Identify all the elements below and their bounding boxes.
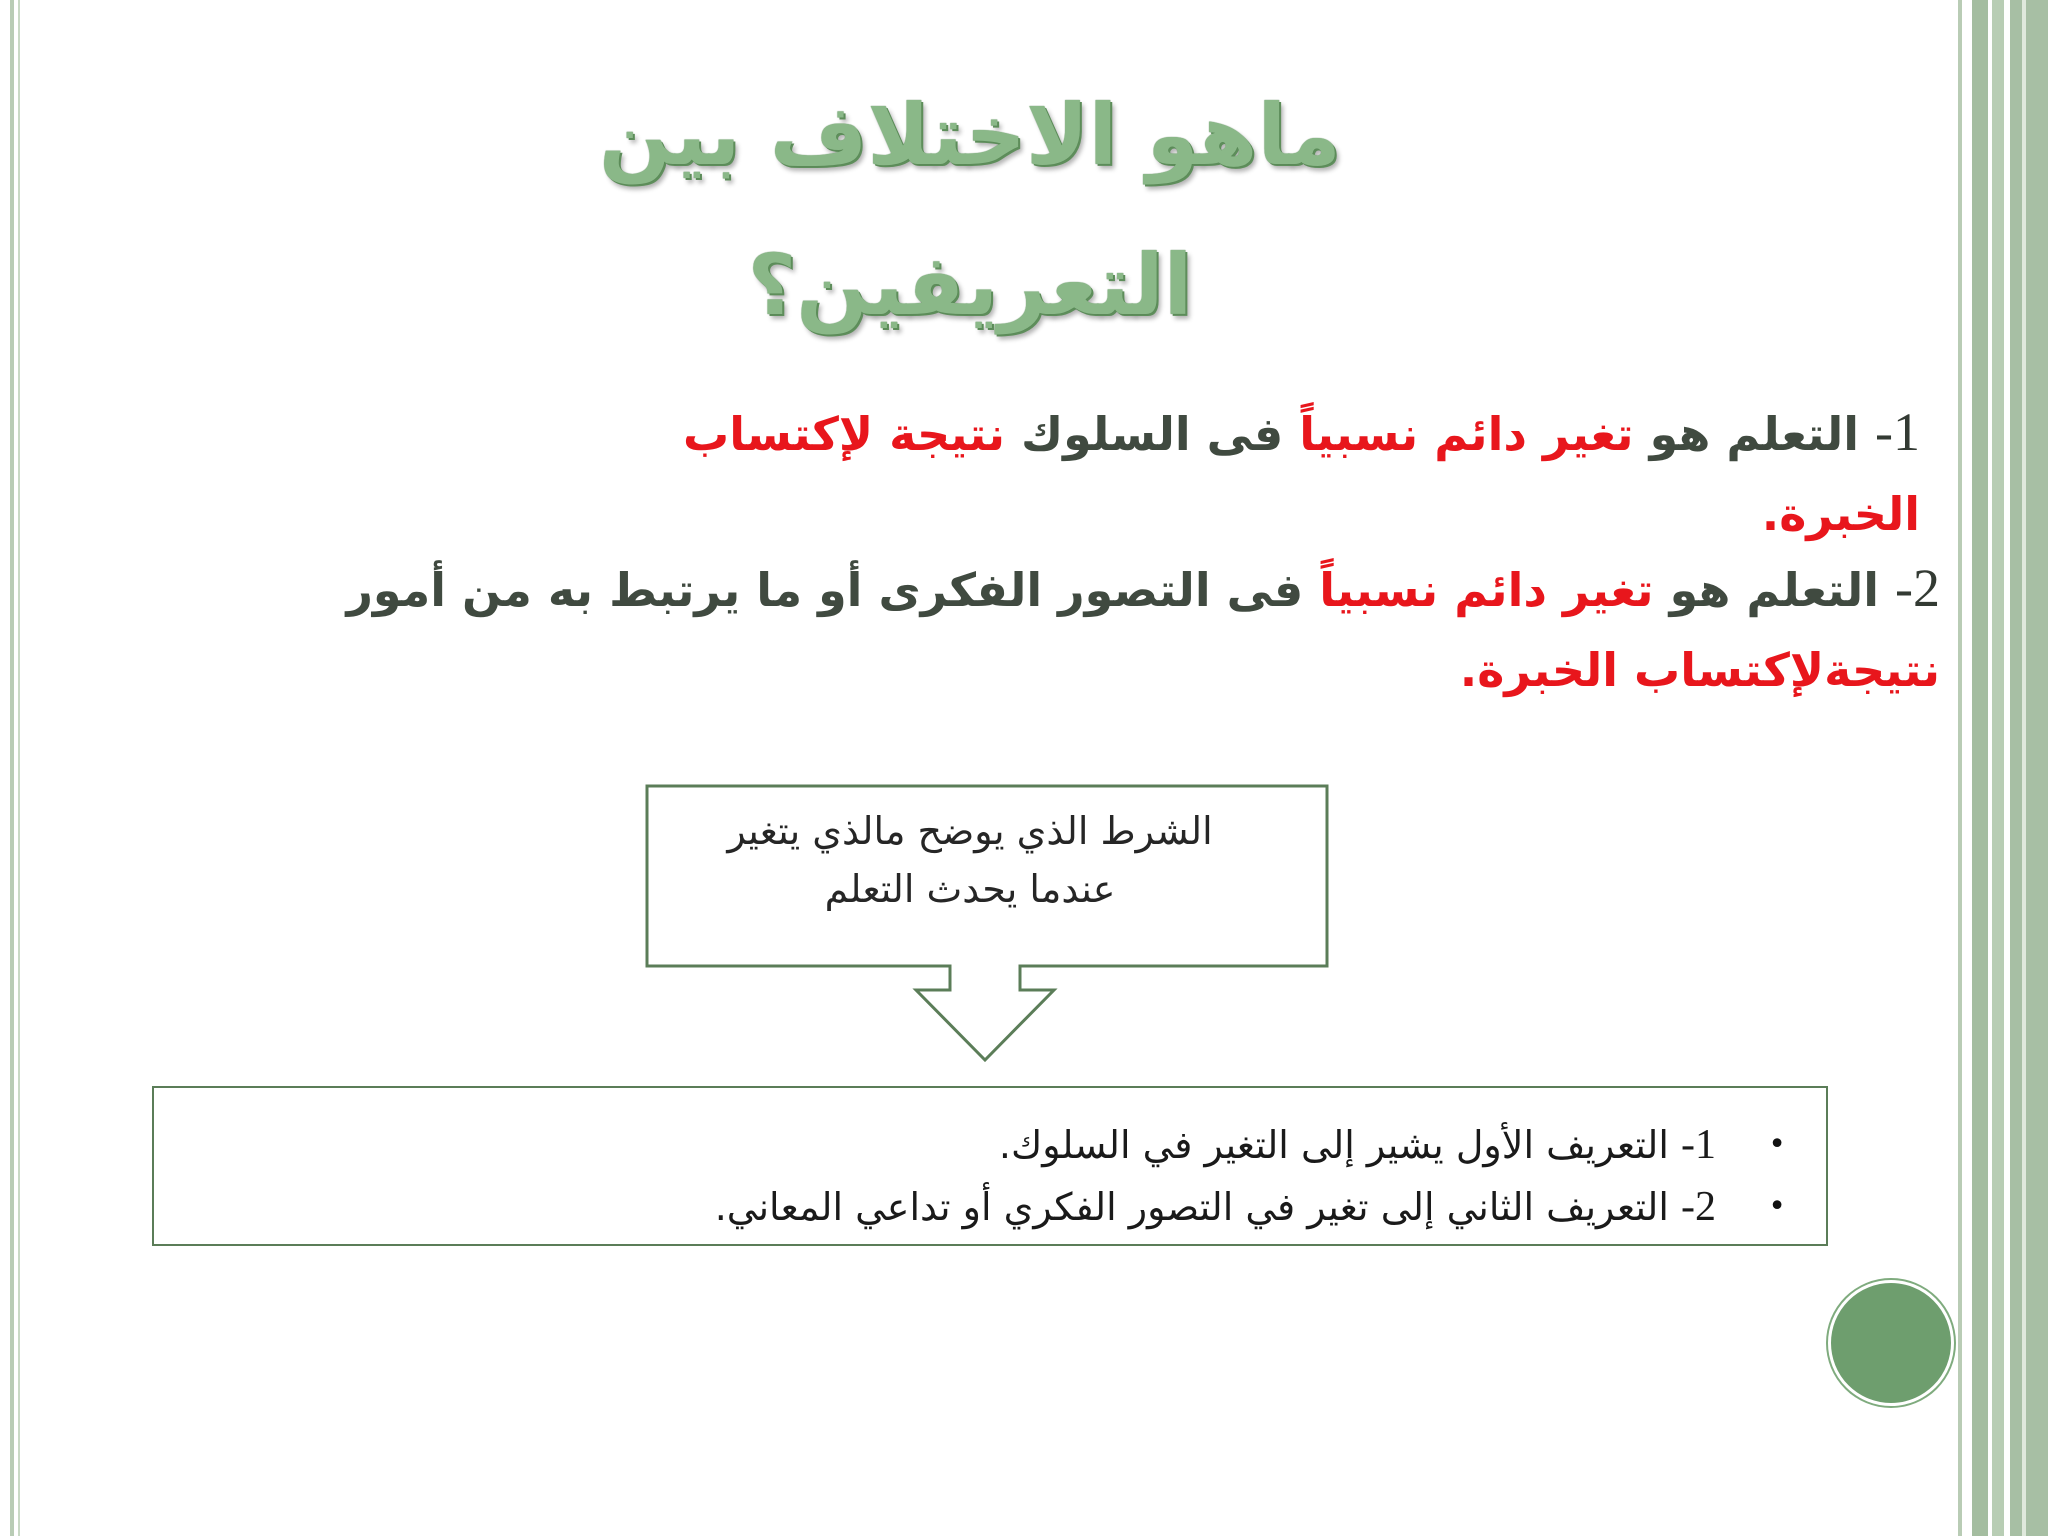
callout-line-2: عندما يحدث التعلم: [824, 867, 1116, 911]
summary-box: [152, 1086, 1828, 1246]
definition-1-part-2: فى السلوك: [1004, 407, 1300, 461]
summary-list: [226, 1114, 1786, 1238]
summary-item-1: [226, 1114, 1786, 1176]
summary-item-1-number: 1-: [1681, 1122, 1716, 1168]
slide-title: ماهو الاختلاف بين التعريفين؟: [599, 86, 1341, 334]
definition-1-part-1: التعلم هو: [1633, 407, 1876, 461]
bullet-icon: •: [1768, 1127, 1786, 1162]
definition-1-highlight-1: تغير دائم نسبياً: [1299, 407, 1634, 461]
definition-2-part-1: التعلم هو: [1653, 563, 1896, 617]
definition-1-number: 1-: [1875, 402, 1920, 462]
summary-item-2: [226, 1176, 1786, 1238]
summary-item-1-text: التعريف الأول يشير إلى التغير في السلوك.: [998, 1123, 1681, 1167]
definition-2-number: 2-: [1895, 558, 1940, 618]
definition-2-highlight-1: تغير دائم نسبياً: [1319, 563, 1654, 617]
callout-text: [660, 802, 1280, 918]
summary-item-2-number: 2-: [1681, 1184, 1716, 1230]
definition-1-highlight-2: نتيجة لإكتساب الخبرة.: [682, 407, 1920, 541]
definition-2-highlight-2: نتيجةلإكتساب الخبرة.: [1459, 643, 1940, 697]
definition-2-part-2: فى التصور الفكرى أو ما يرتبط به من أمور: [346, 563, 1320, 617]
summary-item-2-text: التعريف الثاني إلى تغير في التصور الفكري أو تداعي المعاني.: [714, 1185, 1681, 1229]
decorative-circle: [1828, 1280, 1954, 1406]
bullet-icon: •: [1768, 1189, 1786, 1224]
callout-line-1: الشرط الذي يوضح مالذي يتغير: [727, 809, 1213, 853]
